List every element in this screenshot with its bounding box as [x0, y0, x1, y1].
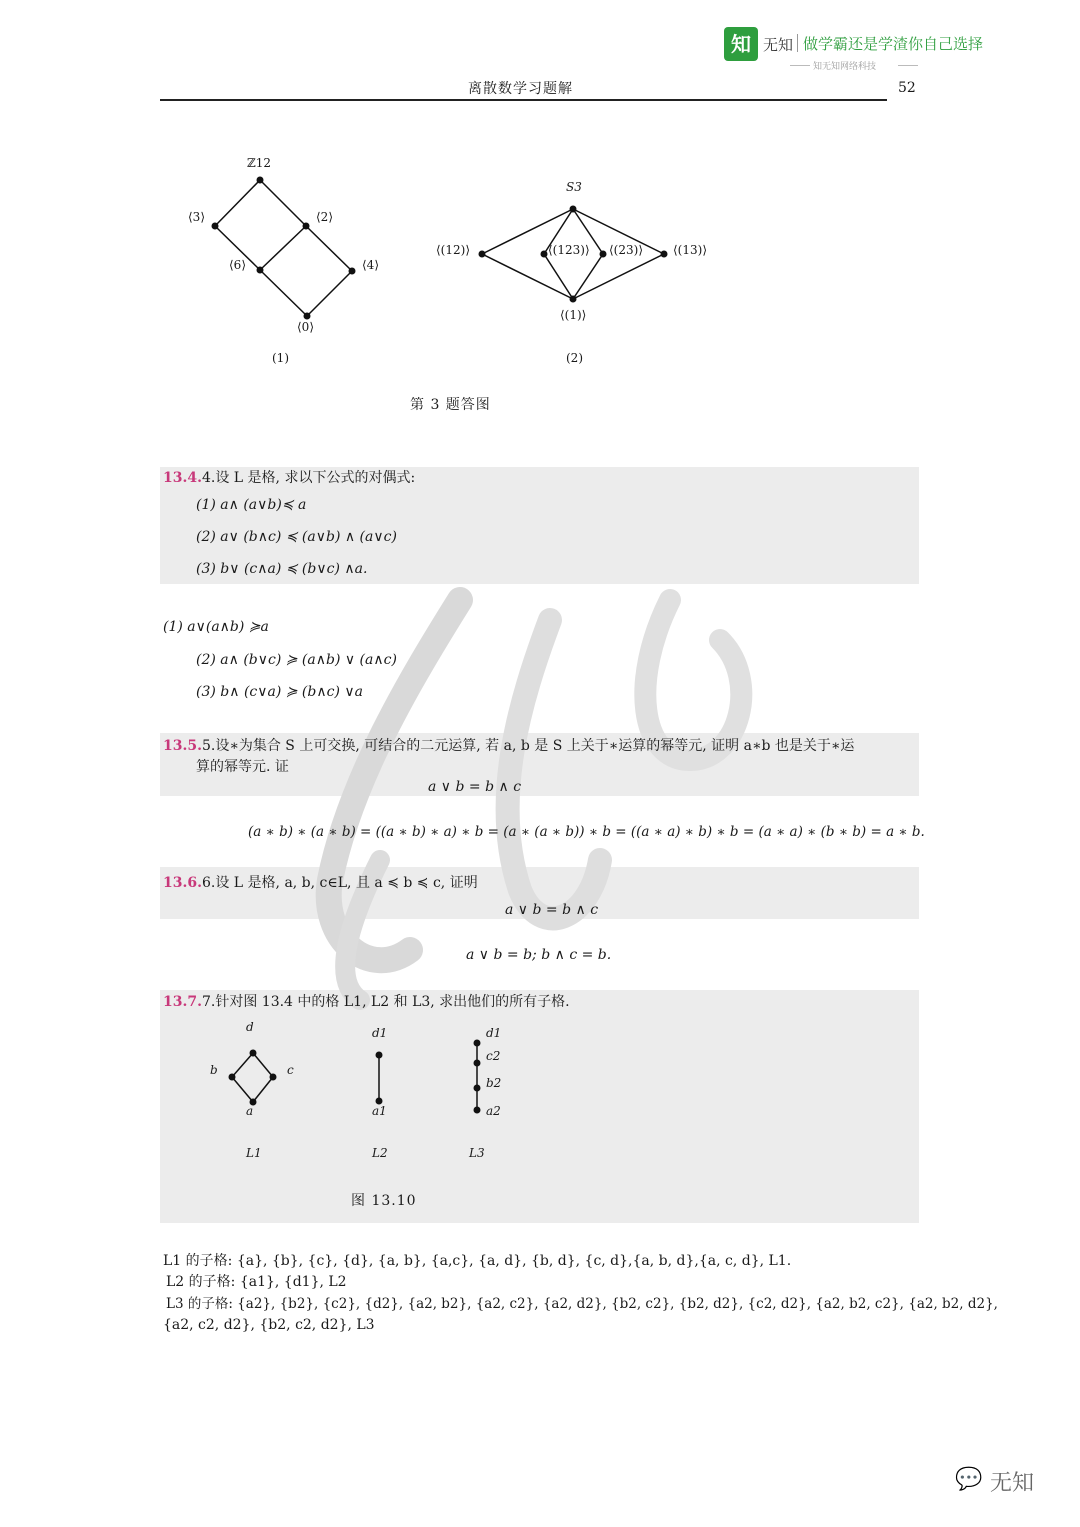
- l3-node-b2: [474, 1085, 481, 1092]
- footer-mark: 无知: [990, 1471, 1035, 1496]
- label-z12: ℤ12: [247, 156, 272, 170]
- question-7-number: 13.7.: [163, 994, 202, 1010]
- label-6: ⟨6⟩: [229, 258, 246, 272]
- label-0: ⟨0⟩: [297, 320, 314, 334]
- node-6: [257, 267, 264, 274]
- question-5-number: 13.5.: [163, 738, 202, 754]
- question-6-text: 6.设 L 是格, a, b, c∈L, 且 a ≼ b ≼ c, 证明: [201, 875, 478, 891]
- q4-item-3: (3) b∨ (c∧a) ≼ (b∨c) ∧a.: [196, 561, 368, 577]
- q4-item-1: (1) a∧ (a∨b)≼ a: [196, 497, 307, 513]
- label-s3: S3: [566, 180, 582, 194]
- q7-answer-l3: L3 的子格: {a2}, {b2}, {c2}, {d2}, {a2, b2}, {a2, c2}, {a2, d2}, {b2, c2}, {b2, d2}, {c2, d2}, {a2, b2, c2}, {a2, b2, d2},: [166, 1296, 998, 1312]
- question-5-formula: a ∨ b = b ∧ c: [428, 779, 522, 795]
- l3-label-a2: a2: [486, 1104, 501, 1118]
- caption-graph-2: (2): [566, 351, 583, 365]
- question-4-number: 13.4.: [163, 470, 202, 486]
- l3-label-b2: b2: [486, 1076, 502, 1090]
- question-5-proof: (a ∗ b) ∗ (a ∗ b) = ((a ∗ b) ∗ a) ∗ b = (a ∗ (a ∗ b)) ∗ b = ((a ∗ a) ∗ b) ∗ b = (a ∗ a) ∗ (b ∗ b) = a ∗ b.: [248, 824, 925, 840]
- label-1: ⟨(1)⟩: [560, 308, 587, 322]
- figure-3-lattices: [0, 0, 1080, 420]
- l3-label-c2: c2: [486, 1049, 501, 1063]
- node-13: [661, 251, 668, 258]
- node-s3: [570, 206, 577, 213]
- q7-answer-l3-cont: {a2, c2, d2}, {b2, c2, d2}, L3: [163, 1317, 375, 1333]
- node-23: [600, 251, 607, 258]
- l2-name: L2: [372, 1146, 388, 1160]
- l1-label-a: a: [246, 1104, 254, 1118]
- node-1: [570, 296, 577, 303]
- node-0: [304, 313, 311, 320]
- l3-name: L3: [469, 1146, 485, 1160]
- l2-label-d1: d1: [372, 1026, 388, 1040]
- figure-13-10-caption: 图 13.10: [351, 1193, 417, 1209]
- q7-answer-l1: L1 的子格: {a}, {b}, {c}, {d}, {a, b}, {a,c}, {a, d}, {b, d}, {c, d},{a, b, d},{a, c, d}, L1.: [163, 1253, 792, 1269]
- l3-node-d1: [474, 1040, 481, 1047]
- question-5-line-2: 算的幂等元. 证: [196, 759, 289, 775]
- label-23: ⟨(23)⟩: [609, 243, 643, 257]
- page-number: 52: [898, 80, 916, 96]
- brand-name: 无知: [763, 36, 794, 54]
- l3-node-c2: [474, 1060, 481, 1067]
- question-5-line-1: [163, 736, 854, 756]
- question-6-formula: a ∨ b = b ∧ c: [505, 902, 599, 918]
- q4-answer-2: (2) a∧ (b∨c) ≽ (a∧b) ∨ (a∧c): [196, 652, 397, 668]
- label-123: ⟨(123)⟩: [548, 243, 590, 257]
- label-4: ⟨4⟩: [362, 258, 379, 272]
- l1-node-b: [229, 1074, 236, 1081]
- l2-node-d1: [376, 1052, 383, 1059]
- node-12: [479, 251, 486, 258]
- l3-label-d1: d1: [486, 1026, 502, 1040]
- brand-logo: 知: [724, 27, 758, 61]
- l1-label-c: c: [287, 1063, 294, 1077]
- question-6-title: [163, 873, 478, 893]
- label-12: ⟨(12)⟩: [436, 243, 470, 257]
- caption-graph-1: (1): [272, 351, 289, 365]
- node-123: [541, 251, 548, 258]
- question-7-text: 7.针对图 13.4 中的格 L1, L2 和 L3, 求出他们的所有子格.: [201, 994, 570, 1010]
- figure-13-10-lattices: [0, 990, 1080, 1230]
- l1-name: L1: [246, 1146, 262, 1160]
- node-2: [303, 223, 310, 230]
- label-3: ⟨3⟩: [188, 210, 205, 224]
- l1-node-d: [250, 1050, 257, 1057]
- l1-label-b: b: [210, 1063, 218, 1077]
- node-4: [349, 268, 356, 275]
- brand-slogan: 做学霸还是学渣你自己选择: [803, 35, 984, 53]
- l2-label-a1: a1: [372, 1104, 387, 1118]
- node-z12: [257, 177, 264, 184]
- wechat-icon: 💬: [955, 1467, 983, 1492]
- q4-item-2: (2) a∨ (b∧c) ≼ (a∨b) ∧ (a∨c): [196, 529, 397, 545]
- q4-answer-3: (3) b∧ (c∨a) ≽ (b∧c) ∨a: [196, 684, 363, 700]
- question-5-text: 5.设∗为集合 S 上可交换, 可结合的二元运算, 若 a, b 是 S 上关于∗运算的幂等元, 证明 a∗b 也是关于∗运: [201, 738, 855, 754]
- label-2: ⟨2⟩: [316, 210, 333, 224]
- question-4-title: [163, 468, 415, 488]
- brand-subtitle: 知无知网络科技: [813, 62, 877, 72]
- q4-answer-1: (1) a∨(a∧b) ≽a: [163, 619, 269, 635]
- l3-node-a2: [474, 1107, 481, 1114]
- question-4-text: 4.设 L 是格, 求以下公式的对偶式:: [201, 470, 416, 486]
- figure-3-caption: 第 3 题答图: [410, 397, 491, 413]
- label-13: ⟨(13)⟩: [673, 243, 707, 257]
- question-6-number: 13.6.: [163, 875, 202, 891]
- node-3: [212, 223, 219, 230]
- page-title: 离散数学习题解: [468, 81, 573, 97]
- q7-answer-l2: L2 的子格: {a1}, {d1}, L2: [166, 1274, 347, 1290]
- l1-node-c: [270, 1074, 277, 1081]
- question-6-answer: a ∨ b = b; b ∧ c = b.: [466, 947, 612, 963]
- l1-label-d: d: [246, 1020, 254, 1034]
